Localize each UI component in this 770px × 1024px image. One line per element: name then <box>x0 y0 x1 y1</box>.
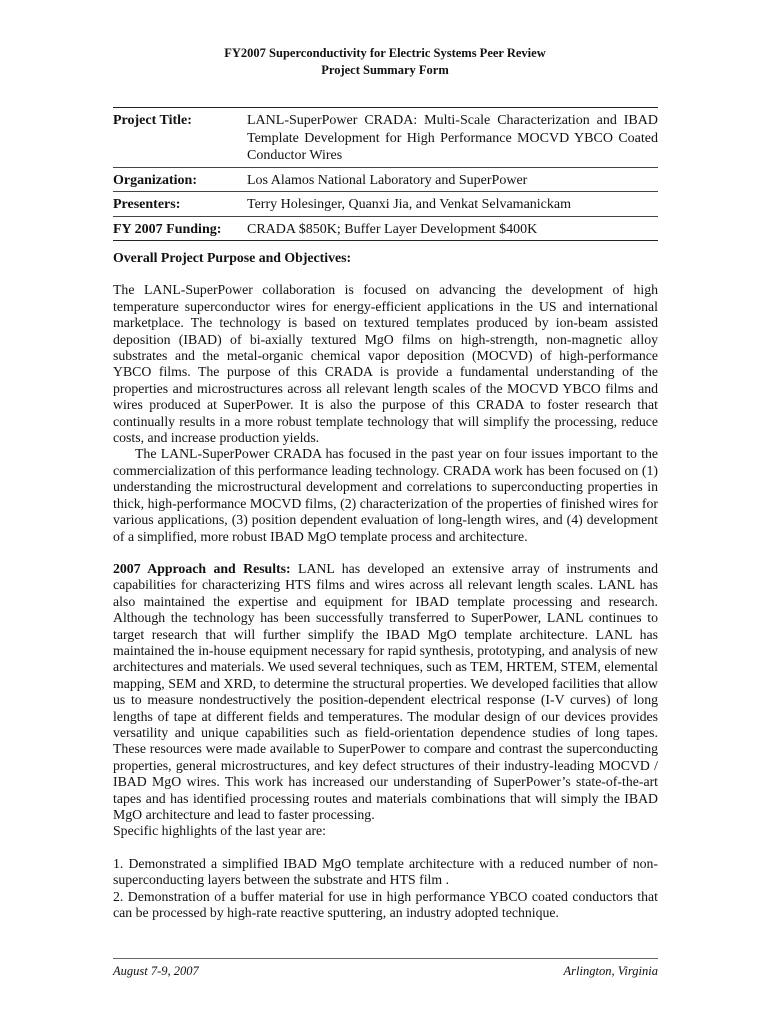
table-row <box>113 167 658 192</box>
table-row <box>113 192 658 217</box>
table-row <box>113 216 658 241</box>
purpose-paragraph-1: The LANL-SuperPower collaboration is focused on advancing the development of high temperature superconductor wires for energy-efficient applications in the US and international marketplace. The technology is based on textured templates produced by ion-beam assisted deposition (IBAD) of bi-axially textured MgO films on high-strength, non-magnetic alloy substrates and the metal-organic chemical vapor deposition (MOCVD) of high-performance YBCO films. The purpose of this CRADA is provide a fundamental understanding of the properties and microstructures across all relevant length scales of the MOCVD YBCO films and wires produced at SuperPower. It is also the purpose of this CRADA to foster research that continually results in a more robust template technology that will simplify the processing, reduce costs, and increase production yields. <box>113 282 658 446</box>
approach-heading: 2007 Approach and Results: <box>113 560 291 576</box>
header-subtitle: Project Summary Form <box>321 63 449 77</box>
footer-divider <box>113 958 658 959</box>
table-row <box>113 108 658 168</box>
purpose-heading: Overall Project Purpose and Objectives: <box>113 250 352 265</box>
organization-value: Los Alamos National Laboratory and SuperPower <box>247 172 528 188</box>
project-title-label: Project Title: <box>113 113 192 128</box>
highlights-intro: Specific highlights of the last year are: <box>113 823 327 839</box>
funding-value: CRADA $850K; Buffer Layer Development $400K <box>247 221 538 237</box>
footer-location: Arlington, Virginia <box>563 964 658 978</box>
approach-paragraph <box>113 561 658 824</box>
highlight-item-2: 2. Demonstration of a buffer material for use in high performance YBCO coated conductors that can be processed by high-rate reactive sputtering, an industry adopted technique. <box>113 888 658 921</box>
highlight-item-1: 1. Demonstrated a simplified IBAD MgO template architecture with a reduced number of non-superconducting layers between the substrate and HTS film . <box>113 855 658 888</box>
purpose-paragraph-2: The LANL-SuperPower CRADA has focused in the past year on four issues important to the commercialization of this performance leading technology. CRADA work has been focused on (1) understanding the microstructural development and correlations to superconducting properties in thick, high-performance MOCVD films, (2) characterization of the properties of finished wires for various applications, (3) position dependent evaluation of long-length wires, and (4) development of a simplified, more robust IBAD MgO template process and architecture. <box>113 446 658 544</box>
presenters-value: Terry Holesinger, Quanxi Jia, and Venkat Selvamanickam <box>247 197 571 212</box>
funding-label: FY 2007 Funding: <box>113 221 222 237</box>
organization-label: Organization: <box>113 172 197 188</box>
presenters-label: Presenters: <box>113 197 181 212</box>
project-info-table <box>113 107 658 241</box>
approach-body: LANL has developed an extensive array of instruments and capabilities for characterizing HTS films and wires across all relevant length scales. LANL has also maintained the expertise and equipment for IBAD template processing and research. Although the technology has been successfully transferred to SuperPower, LANL continues to target research that will further simplify the IBAD MgO template architecture. LANL has maintained the in-house equipment necessary for rapid synthesis, prototyping, and analysis of new architectures and materials. We used several techniques, such as TEM, HRTEM, STEM, elemental mapping, SEM and XRD, to determine the structural properties. We developed facilities that allow us to measure nondestructively the position-dependent electrical response (I-V curves) of long lengths of tape at different fields and temperatures. The modular design of our devices provides versatility and unique capabilities such as field-orientation dependence studies of long tapes. These resources were made available to SuperPower to compare and contrast the superconducting properties, general microstructures, and key defect structures of their industry-leading MOCVD / IBAD MgO wires. This work has increased our understanding of SuperPower’s state-of-the-art tapes and has identified processing routes and materials combinations that will simply the IBAD MgO architecture and lead to faster processing. <box>113 560 658 822</box>
header-title: FY2007 Superconductivity for Electric Systems Peer Review <box>224 46 546 60</box>
footer-date: August 7-9, 2007 <box>113 964 199 978</box>
document-header <box>0 45 770 79</box>
project-title-value: LANL-SuperPower CRADA: Multi-Scale Characterization and IBAD Template Development for High Performance MOCVD YBCO Coated Conductor Wires <box>247 113 658 163</box>
document-body <box>113 250 658 921</box>
